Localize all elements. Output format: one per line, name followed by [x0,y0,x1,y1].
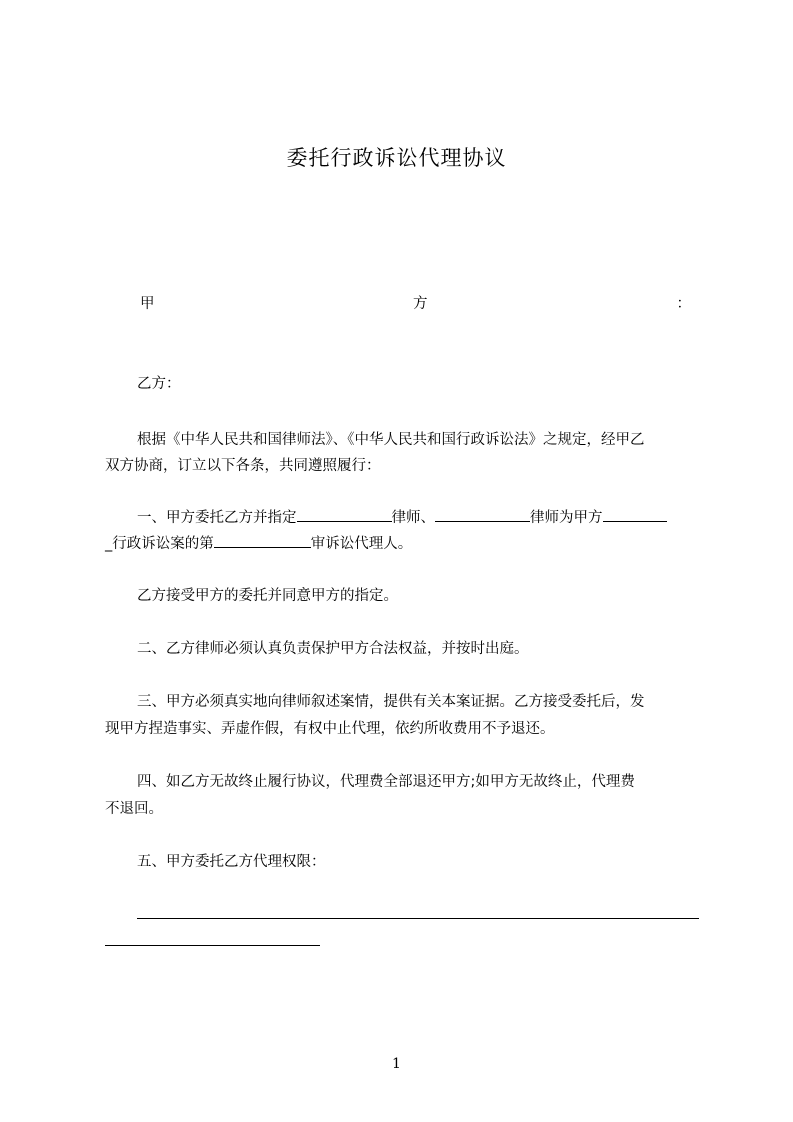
page-number: 1 [392,1056,401,1072]
clause-3-line-1: 三、甲方必须真实地向律师叙述案情，提供有关本案证据。乙方接受委托后，发 [137,694,645,710]
party-b-label: 乙方： [137,376,181,392]
clause-1-line2-suffix: 审诉讼代理人。 [310,536,413,552]
clause-1-line-2 [105,532,412,553]
clause-1-mid2: 律师为甲方 [530,510,603,526]
clause-1-prefix: 一、甲方委托乙方并指定 [137,510,297,526]
clause-1-line-1 [137,506,667,527]
party-a-line [140,292,691,312]
blank-instance[interactable] [214,533,311,548]
clause-4-line-2: 不退回。 [105,801,163,817]
authority-blank-line-2[interactable] [105,945,320,946]
clause-2: 二、乙方律师必须认真负责保护甲方合法权益，并按时出庭。 [137,641,529,657]
blank-lawyer-2[interactable] [435,507,530,522]
blank-case-party[interactable] [603,507,667,522]
clause-1-line2-prefix: _行政诉讼案的第 [105,536,214,552]
party-a-char1: 甲 [140,296,155,312]
clause-1-mid1: 律师、 [391,510,435,526]
authority-blank-line-1[interactable] [137,918,699,919]
clause-4-line-1: 四、如乙方无故终止履行协议，代理费全部退还甲方;如甲方无故终止，代理费 [137,774,635,790]
intro-line-2: 双方协商，订立以下各条，共同遵照履行： [105,458,381,474]
accept-line: 乙方接受甲方的委托并同意甲方的指定。 [137,588,398,604]
blank-lawyer-1[interactable] [297,507,392,522]
document-title: 委托行政诉讼代理协议 [286,146,507,170]
clause-5: 五、甲方委托乙方代理权限： [137,854,326,870]
intro-line-1: 根据《中华人民共和国律师法》、《中华人民共和国行政诉讼法》之规定，经甲乙 [137,432,645,448]
clause-3-line-2: 现甲方捏造事实、弄虚作假，有权中止代理，依约所收费用不予退还。 [105,721,555,737]
party-a-colon: ： [676,296,691,312]
party-a-char2: 方 [413,296,428,312]
